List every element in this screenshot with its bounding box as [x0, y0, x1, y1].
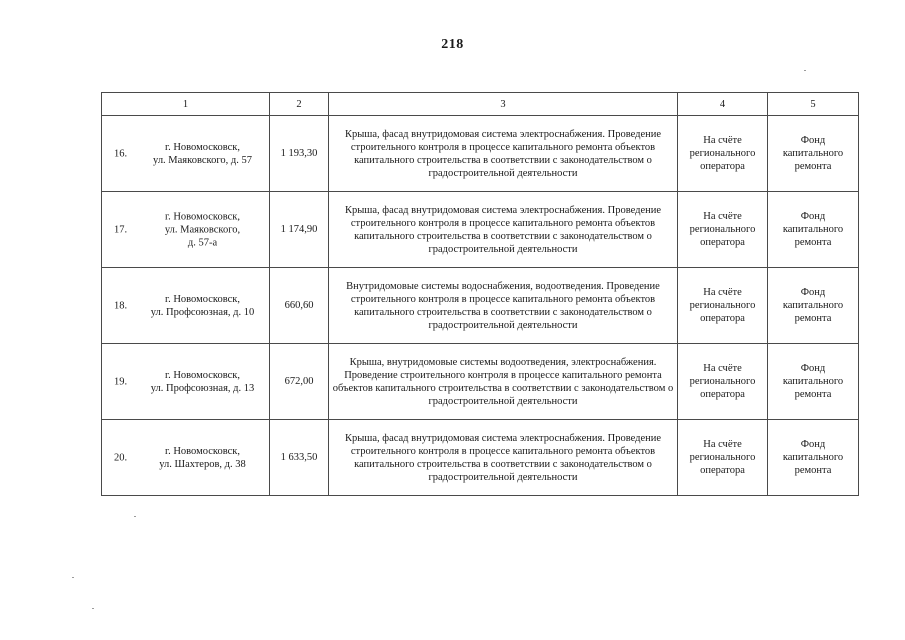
account-line: оператора [700, 237, 745, 248]
fund-cell [768, 116, 859, 192]
works-cell [329, 344, 678, 420]
address-line: ул. Шахтеров, д. 38 [159, 458, 246, 470]
account-cell [678, 268, 768, 344]
address-line: ул. Маяковского, д. 57 [153, 154, 252, 166]
scan-speck [92, 608, 94, 609]
works-cell [329, 420, 678, 496]
address [138, 369, 267, 395]
row-number: 18. [114, 300, 128, 311]
address-cell [102, 344, 270, 420]
scan-speck [804, 70, 806, 71]
account-line: регионального [689, 224, 756, 235]
area-cell: 660,60 [270, 268, 329, 344]
account-line: оператора [700, 465, 745, 476]
fund-line: капитального [782, 452, 844, 463]
works-cell [329, 268, 678, 344]
fund-line: ремонта [794, 161, 832, 172]
area-cell: 672,00 [270, 344, 329, 420]
address-cell [102, 116, 270, 192]
area-cell: 1 633,50 [270, 420, 329, 496]
row-number: 16. [114, 148, 128, 159]
account-line: На счёте [703, 135, 742, 146]
header-col-1: 1 [102, 93, 270, 116]
account-line: На счёте [703, 363, 742, 374]
area-cell: 1 193,30 [270, 116, 329, 192]
account-line: оператора [700, 389, 745, 400]
account-cell [678, 420, 768, 496]
header-col-3: 3 [329, 93, 678, 116]
header-col-2: 2 [270, 93, 329, 116]
address [138, 210, 267, 249]
table-row [102, 268, 859, 344]
scan-speck [134, 516, 136, 517]
fund-line: капитального [782, 376, 844, 387]
address [138, 445, 267, 471]
address-line: ул. Маяковского, [164, 224, 241, 235]
row-number: 19. [114, 376, 128, 387]
table-row [102, 192, 859, 268]
fund-line: ремонта [794, 389, 832, 400]
area-cell: 1 174,90 [270, 192, 329, 268]
works-description: Внутридомовые системы водоснабжения, водоотведения. Проведение строительного контроля в процессе капитального ремонта объектов капитального строительства в соответствии с законодательством о градостроительной деятельности [346, 280, 660, 331]
fund-line: Фонд [800, 135, 826, 146]
address-line: г. Новомосковск, [164, 211, 241, 222]
works-cell [329, 192, 678, 268]
address-line: ул. Профсоюзная, д. 10 [150, 306, 255, 318]
works-description: Крыша, внутридомовые системы водоотведения, электроснабжения. Проведение строительного контроля в процессе капитального ремонта объектов капитального строительства в соответствии с законодательством о градостроительной деятельности [332, 356, 674, 407]
account-line: На счёте [703, 211, 742, 222]
header-col-4: 4 [678, 93, 768, 116]
fund-line: ремонта [794, 465, 832, 476]
table-row [102, 116, 859, 192]
fund-line: капитального [782, 148, 844, 159]
table-header-row [102, 93, 859, 116]
capital-repair-table [101, 92, 859, 496]
row-number: 20. [114, 452, 128, 463]
account-cell [678, 344, 768, 420]
fund-cell [768, 192, 859, 268]
works-description: Крыша, фасад внутридомовая система электроснабжения. Проведение строительного контроля в процессе капитального ремонта объектов капитального строительства в соответствии с законодательством о градостроительной деятельности [344, 204, 662, 255]
address-line: г. Новомосковск, [164, 369, 241, 381]
account-cell [678, 192, 768, 268]
fund-cell [768, 268, 859, 344]
address-cell [102, 420, 270, 496]
address [138, 141, 267, 167]
address-cell [102, 268, 270, 344]
account-line: оператора [700, 161, 745, 172]
fund-line: ремонта [794, 237, 832, 248]
fund-line: капитального [782, 224, 844, 235]
account-line: регионального [689, 376, 756, 387]
row-number: 17. [114, 224, 128, 235]
address [138, 293, 267, 319]
account-line: На счёте [703, 439, 742, 450]
address-line: г. Новомосковск, [164, 141, 241, 153]
address-line: г. Новомосковск, [164, 293, 241, 305]
account-line: оператора [700, 313, 745, 324]
works-cell [329, 116, 678, 192]
page-number: 218 [441, 37, 464, 52]
account-line: регионального [689, 300, 756, 311]
address-line: г. Новомосковск, [164, 445, 241, 457]
fund-line: Фонд [800, 439, 826, 450]
scan-speck [72, 577, 74, 578]
works-description: Крыша, фасад внутридомовая система электроснабжения. Проведение строительного контроля в процессе капитального ремонта объектов капитального строительства в соответствии с законодательством о градостроительной деятельности [344, 432, 662, 483]
address-cell [102, 192, 270, 268]
table-row [102, 344, 859, 420]
fund-line: Фонд [800, 287, 826, 298]
fund-cell [768, 420, 859, 496]
fund-cell [768, 344, 859, 420]
fund-line: Фонд [800, 363, 826, 374]
account-line: На счёте [703, 287, 742, 298]
address-line: ул. Профсоюзная, д. 13 [150, 382, 255, 394]
table-row [102, 420, 859, 496]
fund-line: Фонд [800, 211, 826, 222]
account-cell [678, 116, 768, 192]
works-description: Крыша, фасад внутридомовая система электроснабжения. Проведение строительного контроля в процессе капитального ремонта объектов капитального строительства в соответствии с законодательством о градостроительной деятельности [344, 128, 662, 179]
fund-line: ремонта [794, 313, 832, 324]
account-line: регионального [689, 452, 756, 463]
account-line: регионального [689, 148, 756, 159]
fund-line: капитального [782, 300, 844, 311]
header-col-5: 5 [768, 93, 859, 116]
address-line: д. 57-а [187, 237, 218, 248]
